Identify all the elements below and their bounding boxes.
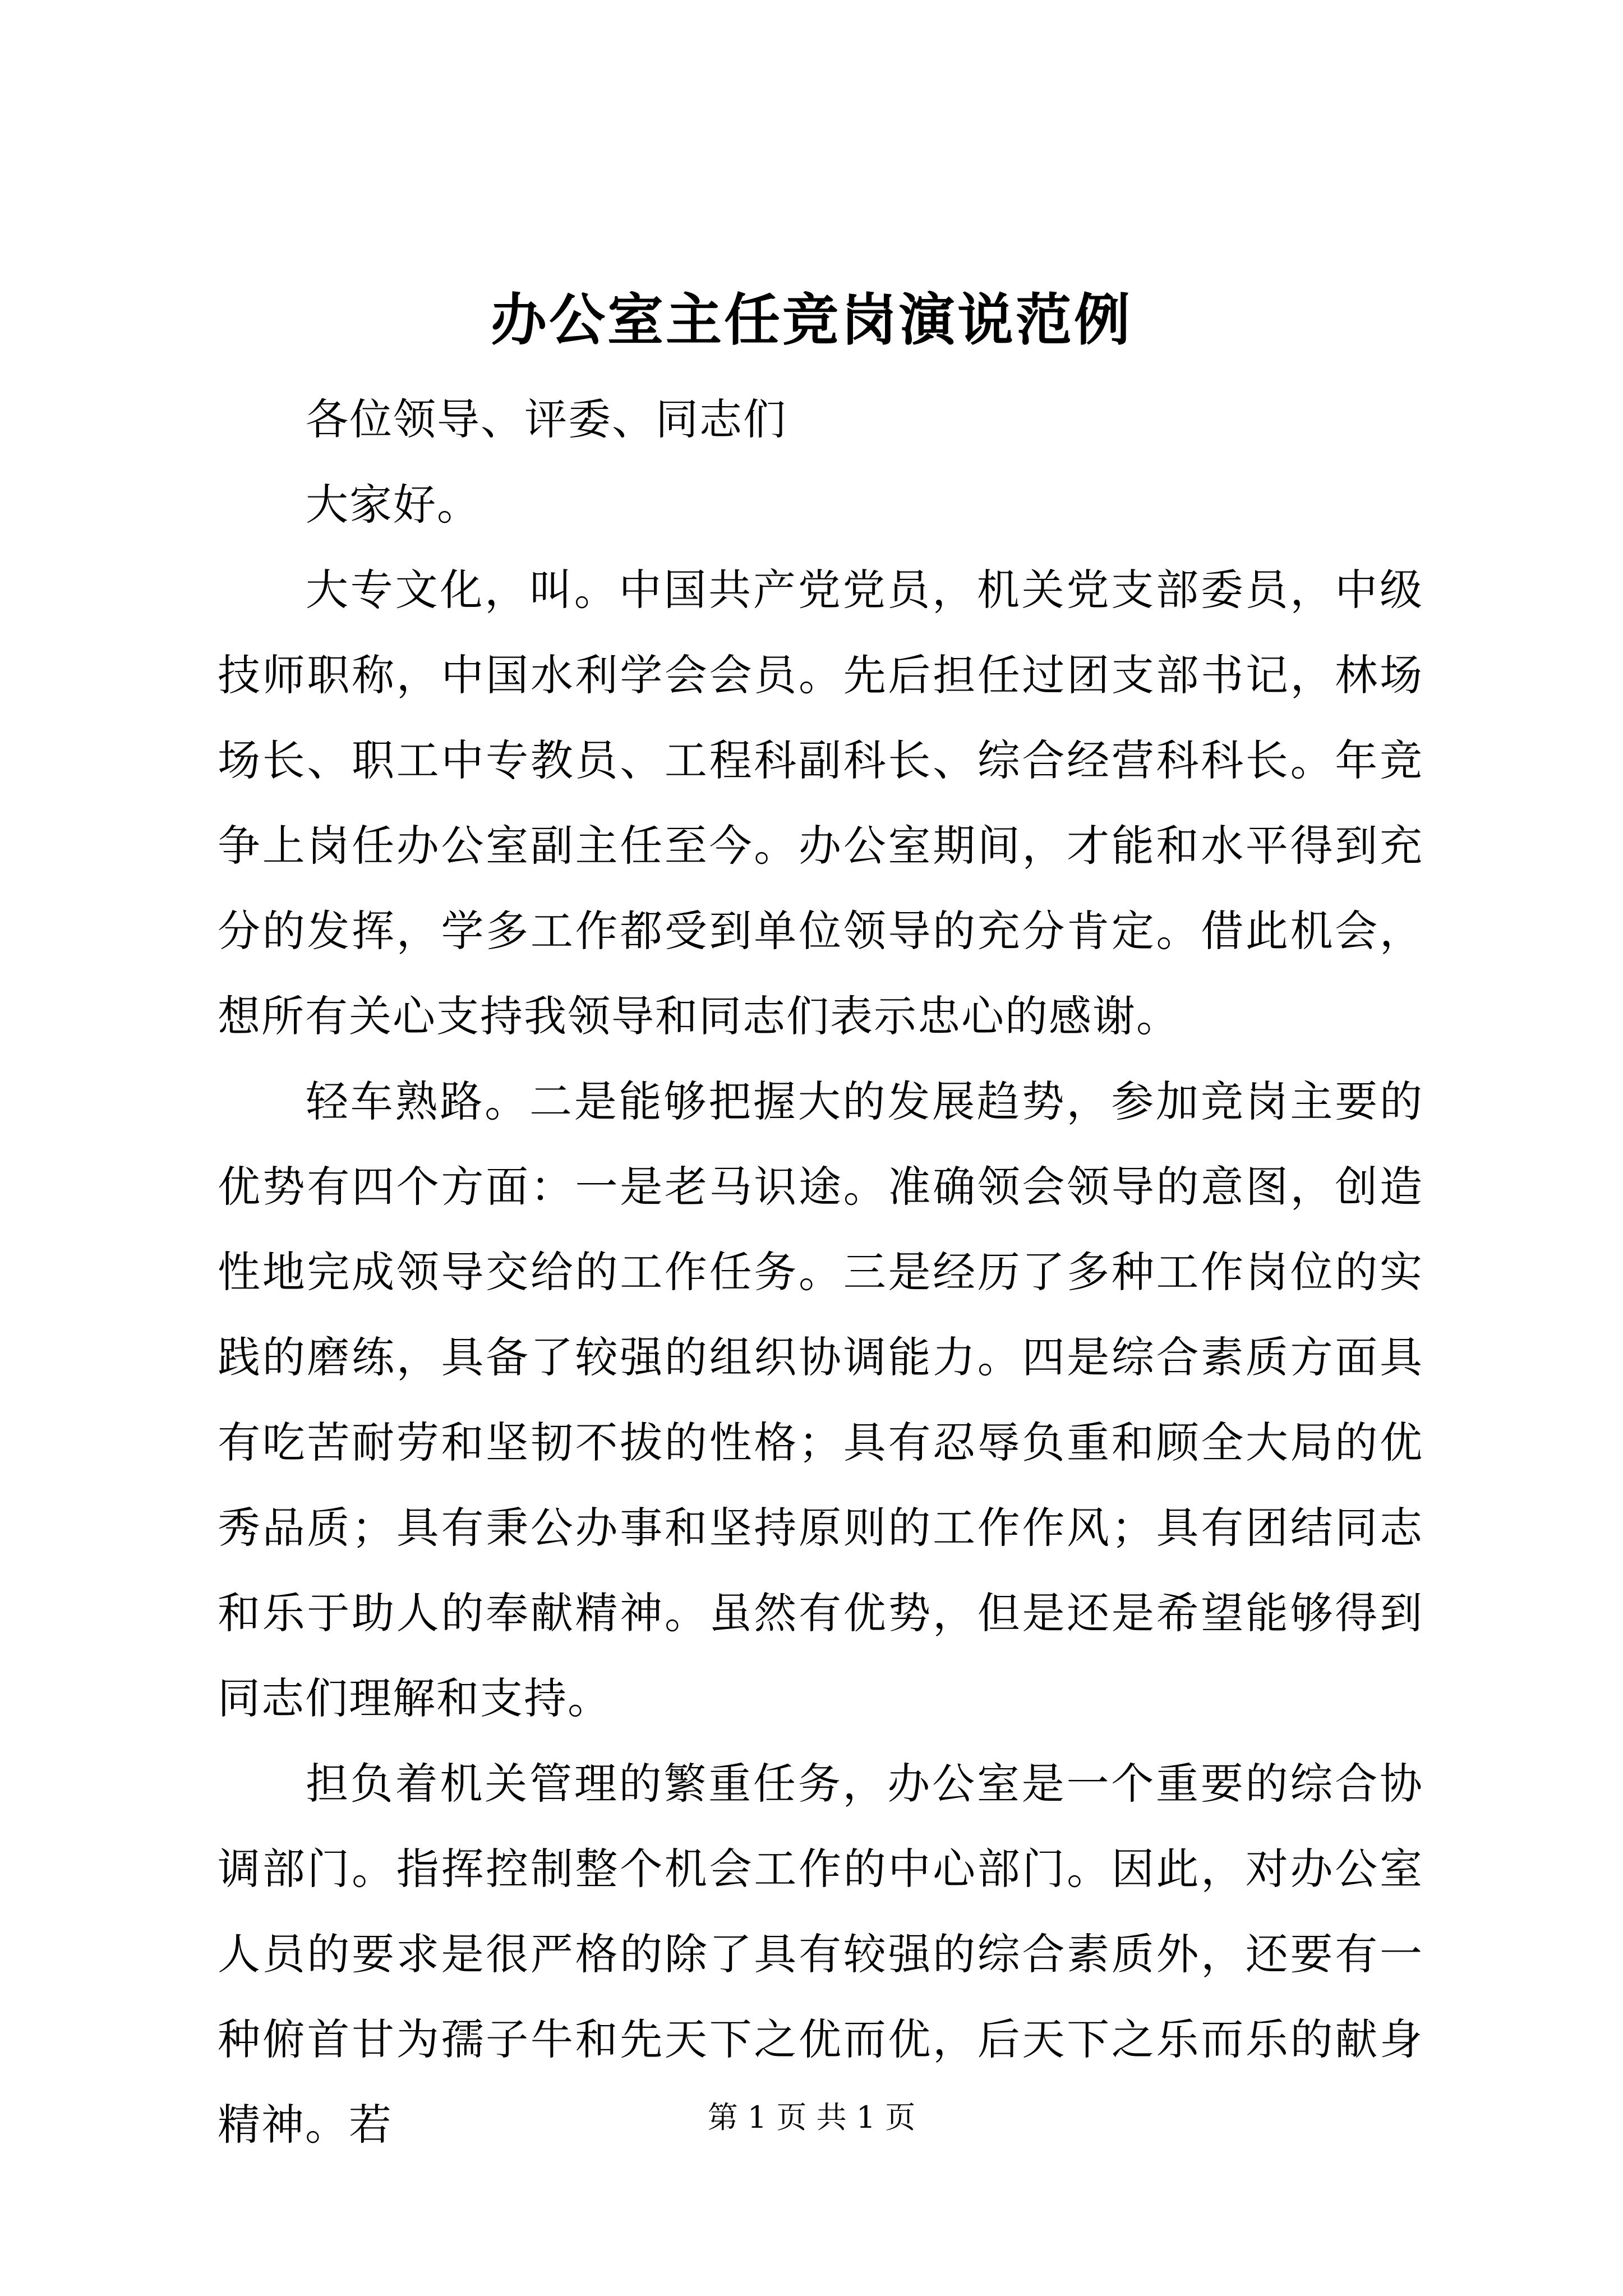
document-title: 办公室主任竞岗演说范例	[491, 287, 1132, 353]
paragraph-hello: 大家好。	[306, 480, 481, 530]
paragraph-greeting: 各位领导、评委、同志们	[306, 394, 787, 444]
document-body	[218, 377, 1423, 2168]
paragraph-background: 大专文化，叫。中国共产党党员，机关党支部委员，中级技师职称，中国水利学会会员。先后担任过团支部书记，林场场长、职工中专教员、工程科副科长、综合经营科科长。年竞争上岗任办公室副主任至今。办公室期间，才能和水平得到充分的发挥，学多工作都受到单位领导的充分肯定。借此机会，想所有关心支持我领导和同志们表示忠心的感谢。	[218, 565, 1423, 1041]
paragraph-office-role: 担负着机关管理的繁重任务，办公室是一个重要的综合协调部门。指挥控制整个机会工作的中心部门。因此，对办公室人员的要求是很严格的除了具有较强的综合素质外，还要有一种俯首甘为孺子牛和先天下之优而优，后天下之乐而乐的献身精神。若	[218, 1759, 1423, 2150]
paragraph-advantages: 轻车熟路。二是能够把握大的发展趋势，参加竞岗主要的优势有四个方面：一是老马识途。准确领会领导的意图，创造性地完成领导交给的工作任务。三是经历了多种工作岗位的实践的磨练，具备了较强的组织协调能力。四是综合素质方面具有吃苦耐劳和坚韧不拔的性格；具有忍辱负重和顾全大局的优秀品质；具有秉公办事和坚持原则的工作作风；具有团结同志和乐于助人的奉献精神。虽然有优势，但是还是希望能够得到同志们理解和支持。	[218, 1076, 1423, 1723]
page-number-footer: 第 1 页 共 1 页	[707, 2100, 916, 2135]
